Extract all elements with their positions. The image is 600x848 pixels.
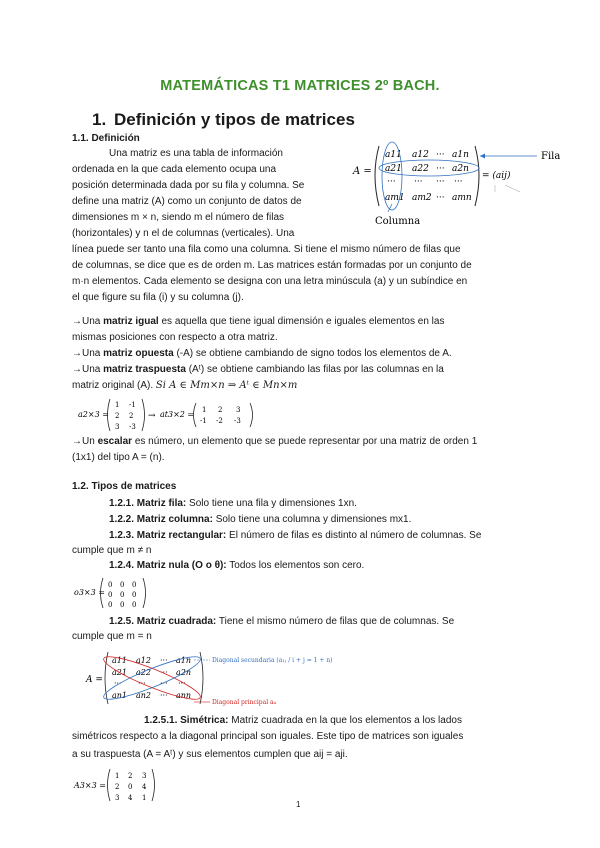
matrix-cell: 2 [115, 412, 120, 420]
matrix-cell: an2 [136, 691, 152, 700]
tipo-matriz-nula: 1.2.4. Matriz nula (O o θ): Todos los elementos son cero. [109, 560, 365, 571]
matrix-cell: an1 [112, 691, 128, 700]
matrix-cell: 4 [142, 783, 147, 791]
matrix-cell: 0 [120, 581, 125, 589]
matrix-cell: a12 [412, 150, 429, 160]
fila-label: Fila [541, 151, 561, 162]
matrix-cell: am2 [412, 193, 432, 203]
matrix-cell: ··· [436, 164, 445, 174]
tipo-matriz-rectangular-cont: cumple que m ≠ n [72, 545, 152, 556]
matrix-cell: -1 [129, 401, 136, 409]
subsection-heading-tipos: 1.2. Tipos de matrices [72, 481, 177, 492]
paragraph-line: ordenada en la que cada elemento ocupa una [72, 164, 277, 175]
tipo-matriz-fila: 1.2.1. Matriz fila: Solo tiene una fila y dimensiones 1xn. [109, 498, 357, 509]
columna-label: Columna [375, 216, 421, 227]
transpose-lhs: a2×3 = [78, 410, 109, 419]
matrix-cell: a21 [385, 164, 402, 174]
matrix-cell: -2 [216, 417, 223, 425]
matrix-cell: 0 [132, 601, 137, 609]
transpose-rhs: at3×2 = [160, 410, 195, 419]
paragraph-line: de columnas, se dice que es de orden m. Las matrices están formadas por un conjunto de [72, 260, 472, 271]
tipo-matriz-cuadrada-cont: cumple que m = n [72, 631, 152, 642]
matrix-cell: a11 [385, 150, 402, 160]
matrix-cell: a12 [136, 656, 151, 665]
matrix-cell: a21 [112, 668, 127, 677]
diagonal-secundaria-label: Diagonal secundaria (a₁ⱼ / i + j = 1 + n) [212, 657, 333, 664]
paragraph-line: m·n elementos. Cada elemento se designa con una letra minúscula (a) y un subíndice en [72, 276, 468, 287]
matrix-cell: a2n [452, 164, 469, 174]
subsection-heading-definicion: 1.1. Definición [72, 133, 140, 144]
matrix-cell: ··· [178, 679, 186, 688]
document-title: MATEMÁTICAS T1 MATRICES 2º BACH. [160, 78, 440, 94]
def-matriz-igual: →Una matriz igual es aquella que tiene igual dimensión e iguales elementos en las [72, 316, 445, 327]
paragraph-line: dimensiones m × n, siendo m el número de filas [72, 212, 285, 223]
paragraph-line: (horizontales) y n el de columnas (verticales). Una [72, 228, 295, 239]
matrix-cell: ··· [454, 177, 463, 187]
matrix-cell: 1 [115, 772, 120, 780]
matrix-cell: -3 [129, 423, 136, 431]
matrix-cell: 3 [115, 794, 120, 802]
def-escalar-cont: (1x1) del tipo A = (n). [72, 452, 165, 463]
matrix-cell: a1n [176, 656, 192, 665]
zero-matrix-example [72, 575, 162, 611]
zero-matrix-lhs: o3×3 = [74, 588, 105, 597]
matrix-cell: 0 [108, 581, 113, 589]
matrix-cell: a1n [452, 150, 469, 160]
matrix-cell: a2n [176, 668, 192, 677]
matrix-cell: am1 [385, 193, 405, 203]
matrix-cell: a22 [412, 164, 429, 174]
def-matriz-igual-cont: mismas posiciones con respecto a otra matriz. [72, 332, 278, 343]
page-number: 1 [296, 800, 301, 809]
tipo-simetrica-cont-2: a su traspuesta (A = Aᵗ) y sus elementos cumplen que aij = aji. [72, 749, 348, 760]
symmetric-matrix-example [72, 766, 162, 804]
def-matriz-traspuesta: →Una matriz traspuesta (Aᵗ) se obtiene cambiando las filas por las columnas en la [72, 364, 444, 375]
tipo-matriz-cuadrada: 1.2.5. Matriz cuadrada: Tiene el mismo número de filas que de columnas. Se [109, 616, 455, 627]
transpose-arrow: → [148, 411, 156, 421]
matrix-cell: 0 [132, 591, 137, 599]
matrix-cell: ··· [160, 679, 168, 688]
tipo-matriz-rectangular: 1.2.3. Matriz rectangular: El número de filas es distinto al número de columnas. Se [109, 530, 482, 541]
matrix-cell: a22 [136, 668, 151, 677]
matrix-cell: ··· [160, 656, 168, 665]
paragraph-line: Una matriz es una tabla de información [109, 148, 283, 159]
matrix-cell: -1 [200, 417, 207, 425]
tipo-simetrica: 1.2.5.1. Simétrica: Matriz cuadrada en la que los elementos a los lados [144, 715, 462, 726]
matrix-cell: ··· [387, 177, 396, 187]
symmetric-matrix-lhs: A3×3 = [74, 781, 106, 790]
matrix-cell: 0 [108, 591, 113, 599]
matrix-cell: 2 [129, 412, 134, 420]
aij-notation: = (aij) [482, 171, 511, 181]
matrix-cell: 2 [128, 772, 133, 780]
matrix-cell: 1 [115, 401, 120, 409]
paragraph-line: línea puede ser tanto una fila como una columna. Si tiene el mismo número de filas que [72, 244, 461, 255]
tipo-simetrica-cont: simétricos respecto a la diagonal principal son iguales. Este tipo de matrices son iguales [72, 731, 464, 742]
matrix-cell: ··· [436, 150, 445, 160]
matrix-cell: 3 [236, 406, 241, 414]
matrix-cell: a11 [112, 656, 127, 665]
matrix-cell: ··· [160, 691, 168, 700]
matrix-cell: ann [176, 691, 192, 700]
matrix-cell: 4 [128, 794, 133, 802]
diagonal-principal-label: Diagonal principal aᵢᵢ [212, 699, 277, 706]
section-heading [92, 110, 355, 130]
matrix-cell: ··· [414, 177, 423, 187]
matrix-cell: 0 [108, 601, 113, 609]
matrix-cell: ··· [160, 668, 168, 677]
section-title: Definición y tipos de matrices [114, 110, 355, 129]
paragraph-line: posición determinada dada por su fila y columna. Se [72, 180, 305, 191]
paragraph-line: define una matriz (A) como un conjunto de datos de [72, 196, 302, 207]
matrix-cell: 1 [202, 406, 207, 414]
matrix-cell: ··· [138, 679, 146, 688]
paragraph-line: el que figure su fila (i) y su columna (j). [72, 292, 244, 303]
matrix-cell: 3 [115, 423, 120, 431]
tipo-matriz-columna: 1.2.2. Matriz columna: Solo tiene una columna y dimensiones mx1. [109, 514, 412, 525]
matrix-label: A = [353, 166, 372, 177]
matrix-definition-figure [345, 140, 575, 235]
transpose-example [72, 395, 292, 435]
square-matrix-diagram [72, 648, 372, 710]
matrix-cell: 2 [218, 406, 223, 414]
matrix-cell: 0 [132, 581, 137, 589]
matrix-cell: 0 [120, 591, 125, 599]
def-matriz-opuesta: →Una matriz opuesta (-A) se obtiene cambiando de signo todos los elementos de A. [72, 348, 452, 359]
matrix-cell: 0 [120, 601, 125, 609]
matrix-cell: ··· [436, 177, 445, 187]
matrix-cell: ··· [436, 193, 445, 203]
matrix-cell: amn [452, 193, 472, 203]
matrix-cell: ··· [114, 679, 122, 688]
matrix-cell: 1 [142, 794, 147, 802]
def-escalar: →Un escalar es número, un elemento que se puede representar por una matriz de orden 1 [72, 436, 478, 447]
matrix-cell: 2 [115, 783, 120, 791]
section-number: 1. [92, 110, 107, 129]
matrix-cell: 3 [142, 772, 147, 780]
def-matriz-traspuesta-cont: matriz original (A). Si A ∈ Mm×n ⇒ Aᵗ ∈ Mn×m [72, 380, 298, 391]
matrix-cell: 0 [128, 783, 133, 791]
square-matrix-label: A = [86, 675, 103, 685]
matrix-cell: -3 [234, 417, 241, 425]
